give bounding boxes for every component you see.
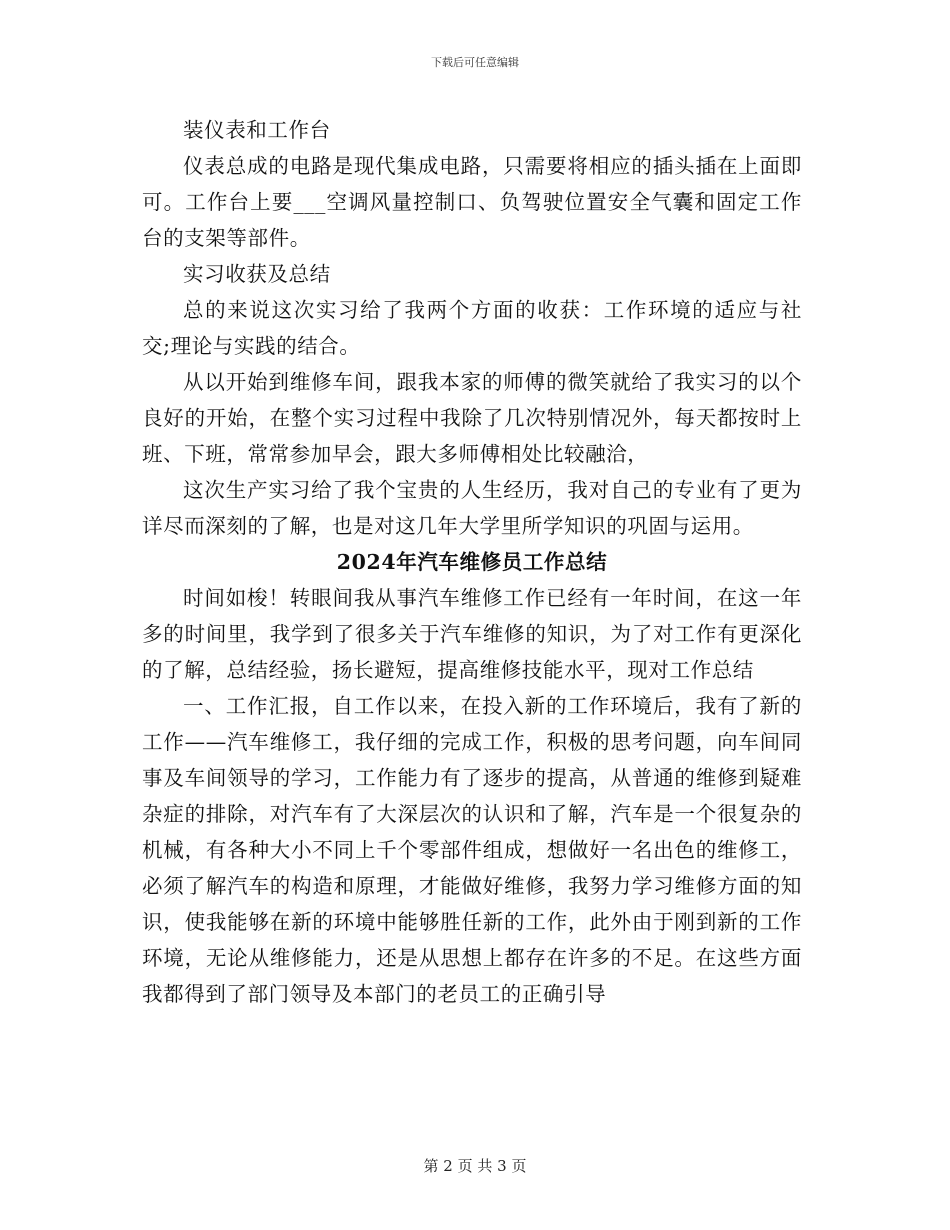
page-number: 第 2 页 共 3 页: [423, 1157, 527, 1175]
paragraph-work-report: 一、工作汇报，自工作以来，在投入新的工作环境后，我有了新的工作——汽车维修工，我仔细的完成工作，积极的思考问题，向车间同事及车间领导的学习，工作能力有了逐步的提高，从普通的维修到疑难杂症的排除，对汽车有了大深层次的认识和了解，汽车是一个很复杂的机械，有各种大小不同上千个零部件组成，想做好一名出色的维修工，必须了解汽车的构造和原理，才能做好维修，我努力学习维修方面的知识，使我能够在新的环境中能够胜任新的工作，此外由于刚到新的工作环境，无论从维修能力，还是从思想上都存在许多的不足。在这些方面我都得到了部门领导及本部门的老员工的正确引导: [142, 694, 802, 1006]
paragraph-intro: 时间如梭！转眼间我从事汽车维修工作已经有一年时间，在这一年多的时间里，我学到了很多关于汽车维修的知识，为了对工作有更深化的了解，总结经验，扬长避短，提高维修技能水平，现对工作总结: [142, 586, 802, 682]
document-body: [142, 112, 802, 1012]
paragraph-instrument-detail: 仪表总成的电路是现代集成电路，只需要将相应的插头插在上面即可。工作台上要___空调风量控制口、负驾驶位置安全气囊和固定工作台的支架等部件。: [142, 154, 802, 250]
header-note: 下载后可任意编辑: [431, 56, 519, 69]
paragraph-instrument-title: 装仪表和工作台: [183, 118, 331, 142]
section-heading: 2024年汽车维修员工作总结: [336, 550, 608, 574]
paragraph-start: 从以开始到维修车间，跟我本家的师傅的微笑就给了我实习的以个良好的开始，在整个实习过程中我除了几次特别情况外，每天都按时上班、下班，常常参加早会，跟大多师傅相处比较融洽，: [142, 370, 802, 466]
paragraph-experience: 这次生产实习给了我个宝贵的人生经历，我对自己的专业有了更为详尽而深刻的了解，也是对这几年大学里所学知识的巩固与运用。: [142, 478, 802, 538]
paragraph-summary-title: 实习收获及总结: [183, 262, 331, 286]
paragraph-gains: 总的来说这次实习给了我两个方面的收获：工作环境的适应与社交;理论与实践的结合。: [142, 298, 802, 358]
